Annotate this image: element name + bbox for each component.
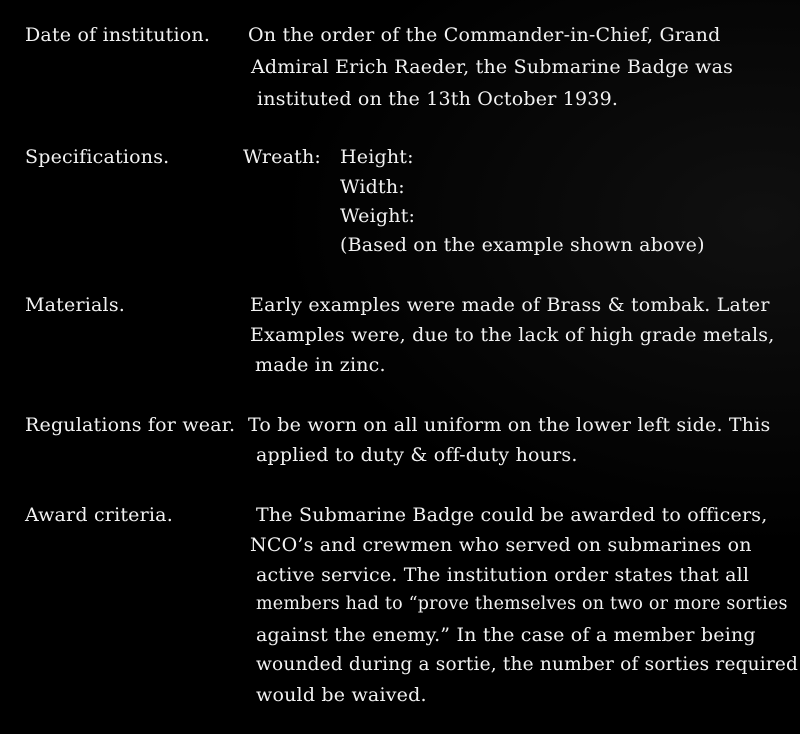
wreath-label: Wreath: bbox=[243, 146, 322, 168]
date-of-institution-line-3: instituted on the 13th October 1939. bbox=[257, 88, 619, 110]
materials-label: Materials. bbox=[25, 294, 126, 316]
award-criteria-line-3: active service. The institution order states that all bbox=[256, 564, 750, 586]
height-label: Height: bbox=[340, 146, 414, 168]
date-of-institution-label: Date of institution. bbox=[25, 24, 211, 46]
specifications-label: Specifications. bbox=[25, 146, 170, 168]
regulations-line-1: To be worn on all uniform on the lower left side. This bbox=[248, 414, 771, 436]
materials-line-1: Early examples were made of Brass & tombak. Later bbox=[250, 294, 770, 316]
specifications-note: (Based on the example shown above) bbox=[340, 234, 705, 256]
award-criteria-line-4: members had to “prove themselves on two or more sorties bbox=[256, 594, 788, 614]
award-criteria-line-5: against the enemy.” In the case of a member being bbox=[256, 624, 756, 646]
materials-line-2: Examples were, due to the lack of high grade metals, bbox=[250, 324, 775, 346]
award-criteria-line-1: The Submarine Badge could be awarded to officers, bbox=[256, 504, 768, 526]
weight-label: Weight: bbox=[340, 205, 416, 227]
award-criteria-line-2: NCO’s and crewmen who served on submarines on bbox=[250, 534, 752, 556]
date-of-institution-line-1: On the order of the Commander-in-Chief, Grand bbox=[248, 24, 721, 46]
award-criteria-label: Award criteria. bbox=[25, 504, 173, 526]
award-criteria-line-6: wounded during a sortie, the number of sorties required bbox=[256, 654, 799, 675]
regulations-line-2: applied to duty & off-duty hours. bbox=[256, 444, 578, 466]
award-criteria-line-7: would be waived. bbox=[256, 684, 427, 706]
width-label: Width: bbox=[340, 176, 405, 198]
regulations-label: Regulations for wear. bbox=[25, 414, 236, 436]
date-of-institution-line-2: Admiral Erich Raeder, the Submarine Badge was bbox=[251, 56, 734, 78]
materials-line-3: made in zinc. bbox=[255, 354, 386, 376]
